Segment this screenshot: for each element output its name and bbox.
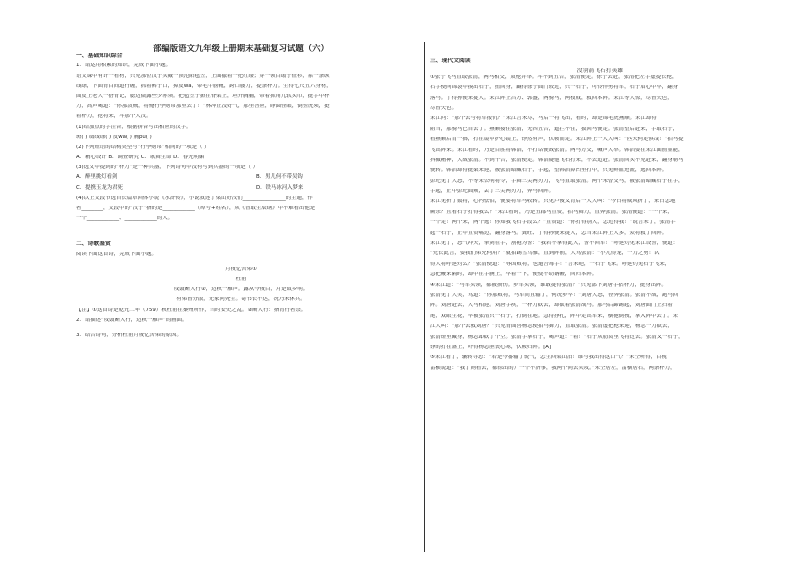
- question-1-2-options: A．精心设计 B．调查研究 C．歌舞生命 D．春光明媚: [76, 155, 205, 161]
- question-1-3: (3)选文中提到的“朴刀”是一种兵器，下列诗句中没有写到兵器的一项是（ ）: [76, 165, 259, 171]
- option-c: C．提携玉龙为君死: [76, 184, 123, 191]
- passage-line: 线绦，下面青白间道行缠，抓着裤子口，獐皮wa，带毛牛膀靴，跨口腰刀，提条朴刀。生得七尺五六身材，: [76, 83, 332, 89]
- article-line: 得大将呼延灼么？”张清便道：“辱国败将，也遭吾毒手！”言未绝，一石子飞来。呼延灼见石子飞来，: [430, 261, 671, 267]
- article-line: 阵。刘唐赶去，人马相迎。刘唐手疾，一朴刀砍去，却砍着张清战马。那马后蹄踢起，刘唐面门上扫着: [430, 303, 673, 309]
- article-line: 彭玘见了大怒，不等宋公明将令，手舞三尖两刃刀，飞马直取张清。两个未曾交马，被张清暗藏石子在手，: [430, 178, 684, 184]
- article-line: 一个走！两个来，两个逃！你知我飞石手段么？”宣赞道：“你打得别人，怎近得我！”说言未了，张清手: [430, 220, 676, 226]
- left-column: [76, 44, 406, 343]
- article-line: 急把鞭来隔时，却中在手腕上，早着一下，便使不动钢鞭，回归本阵。: [430, 272, 598, 278]
- article-line: 起一石子，正中宣赞嘴边，翻身落马。龚旺、丁得孙便来捉人，怎当宋江阵上人多，众将救了回阵。: [430, 230, 668, 236]
- question-1-2: (2)下列短语的结构类型与“行李财帛”相同的一项是（ ）: [76, 144, 210, 150]
- question-1-1-items: 斑( ) 缀线绦( ) 皮wa( ) 胸pú( ): [76, 134, 152, 140]
- article-line: 看燕顺后背一掷，打在镜甲护心镜上，铮然有声，伏鞍而走。宋江阵上一人大叫：“匹夫何足惧哉！”拍马提: [430, 137, 684, 143]
- poem-line: 戍鼓断人行②，边秋一雁声。露从今夜白，月是故乡明。: [173, 287, 309, 293]
- article-line: 便转。韩滔却待挺槊来迎，被张清暗藏石子，手起，望韩滔鼻凹里打中，只见鲜血迸流，逃回本阵。: [430, 168, 668, 174]
- article-line: 宋江问：“那个去与将军报仇？”宋江言未尽，马后一将飞出，看时，却是锦毛虎燕顺。宋江却待: [430, 116, 657, 122]
- article-line: 张清见了大笑，骂道：“你那败将，马军尚且输了，何况步卒！”刘唐大怒，径奔张清。张清不战，跑马回: [430, 292, 679, 298]
- article-line: 雷横说道：“我了则看去，都惊出的）一个不济事，我两个同去夹攻。”朱仝居左，雷横居右，两条朴刀，: [430, 365, 676, 371]
- passage-line: 面皮上老大一搭青记，腮边微露些少赤须。把毡笠子掀在脊梁上，坦开胸脯，带着抓角儿软头巾，挺手中朴: [76, 93, 330, 99]
- question-1-4-line: (4)以上文段节选自长篇章回体小说《水浒传》，小说叙述了梁山好汉们________________的主题，作: [76, 195, 313, 201]
- passage-line: 着朴刀，抢将来，斗那个大汉。: [76, 114, 152, 120]
- article-line: 右手便向锦袋中摸出石子，扭回身，觑得徐宁面门较近，只一石子，可怜悍勇将军，石子眉心中早，翻身: [430, 85, 678, 91]
- article-line: 抖擞精神，大战张清。不到十合，张清便走。韩滔疑他飞石打来，不去追赶。张清回头不见赶来，翻身勒马: [430, 157, 684, 163]
- poem-note: 【注】①这首诗是乾元二年（759）秋杜甫在秦州所作，当时安史之乱。②断人行：指宵行者禁。: [76, 307, 307, 313]
- question-1-4-line: 者________，文段中的“汉子”指的是____________（绰号+姓名），从《智取生辰纲》中不难看出他是: [76, 206, 316, 212]
- section-heading-reading: 三、现代文阅读: [430, 58, 471, 64]
- article-title: 没羽箭飞石打英雄: [576, 68, 624, 75]
- option-b: B．男儿何不带吴钩: [256, 174, 303, 181]
- poem-title: 月夜忆舍弟①: [225, 266, 257, 272]
- article-line: 宋江见了，怒气冲天，掣剑在手，割袍为誓：“我若不拿得此人，誓不回军！”呼延灼见宋江设誓，便道：: [430, 241, 679, 247]
- article-line: 江大叫：“那个去救刘唐？”只见青面兽杨志便拍马舞刀，直取张清。张清虚把枪来迎，杨志一刀砍去，: [430, 324, 673, 330]
- article-line: ①张宁飞马直取张清，两马相交，双枪并举。斗不到五合，张清便走。徐宁去赶，张清把左手虚提长枪，: [430, 74, 678, 80]
- article-line: 落马。丁得孙便来捉人。宋江阵上吕方、郭盛，两骑马，两枝戟，救回本阵。宋江等大惊，尽皆失色，: [430, 95, 673, 101]
- poetry-intro: 阅读下面这首诗，完成下面小题。: [76, 251, 157, 257]
- passage-line: 刀，高声喝道：“你那泼贼，将俺行李财帛那里去了！”林冲正没好气，那里答应，睁圆怪眼，倒竖虎须，挺: [76, 104, 330, 110]
- article-line: “兄长此言，要我们弟兄何用？”就拍踢雪乌骓，直到阵前，大骂张清：“小儿得宠，一力之勇！认: [430, 251, 660, 257]
- poem-line: 有弟皆分散，无家问死生。寄书长不达，况乃未休兵。: [176, 297, 306, 303]
- article-line: 张清镫里藏身，杨志却砍了个空。张清手拿石子，喝声道：“着！”石子从肋窝里飞将过去。张清又一石子，: [430, 334, 684, 340]
- article-line: 尾，双眼生花，早被张清只一石子，打倒在地。急待挣扎，阵中走出军来，横拖倒拽，拿入阵中去了。宋: [430, 313, 678, 319]
- article-line: ④宋江道：“马军头领，都被损伤。步军头领，谁敢捉得张清？”只见部下刘唐手拈朴刀，挺身出阵。: [430, 282, 667, 288]
- right-column: [430, 58, 770, 376]
- question-2: 2．请描述“戍鼓断人行，边秋一雁声”的画面。: [76, 317, 188, 323]
- article-line: 飞出阵来。宋江看时，乃是百胜将韩滔，不打话便战张清。两马方交，喊声大举。韩滔要在宋江面前显能，: [430, 147, 684, 153]
- option-a: A．醉里挑灯看剑: [76, 174, 118, 181]
- question-1-3-options-row2: [76, 186, 406, 196]
- option-d: D．铁马冰河入梦来: [256, 184, 304, 191]
- article-line: 厮杀？且看石子打得我么？”宋江看时，乃是丑郡马宣赞，拍马舞刀，直奔张清。张清便道：“一个来，: [430, 209, 673, 215]
- question-1-intro: 1．请运用积累的知识，完成下面小题。: [76, 63, 172, 69]
- poem-author: 杜甫: [235, 276, 247, 282]
- page-title: 部编版语文九年级上册期末基础复习试题（六）: [153, 44, 329, 53]
- section-heading-basics: 一、基础知识综合: [76, 53, 123, 60]
- column-divider: [424, 42, 425, 552]
- question-1-1: (1)给加点的字注音，根据拼音写出相应的汉字。: [76, 124, 192, 130]
- question-1-4-line: 一个____________、____________的人。: [76, 216, 174, 222]
- article-line: 宋江见折了数将，心内怯怕，便要将军马收转。只见卢俊义背后一人大叫：“今日将威风折了，来日怎地: [430, 199, 676, 205]
- article-line: 尽皆失色。: [430, 105, 457, 111]
- question-3: 3．结合诗句，分析杜甫月夜忆舍弟的原因。: [76, 332, 182, 338]
- question-1-3-options-row1: [76, 175, 406, 185]
- article-line: 铮的打在盔上，吓得杨志胆丧心寒，伏鞍归阵。[A]: [430, 344, 552, 350]
- article-line: 手起，正中彭玘面颊，丢了三尖两刃刀，奔马回阵。: [430, 189, 554, 195]
- article-line: ⑤宋江看了，辗转寻思：“若是今番输了锐气，怎生回梁山泊！谁与我出得这口气？”朱仝听得，目视: [430, 355, 667, 361]
- passage-line: 语文课中有许一看材，只见那位汉子头戴一顶范阳毡笠，上面撒着一把红缨；穿一领白缎子征衫，系一条纵: [76, 73, 330, 79]
- article-line: 阻当，那骑马已自去了。燕顺接住张清，无四五合，遮拦不住，拔回马便走。张清望后赶来，手取石子，: [430, 126, 678, 132]
- section-heading-poetry: 二、诗歌鉴赏: [76, 241, 111, 248]
